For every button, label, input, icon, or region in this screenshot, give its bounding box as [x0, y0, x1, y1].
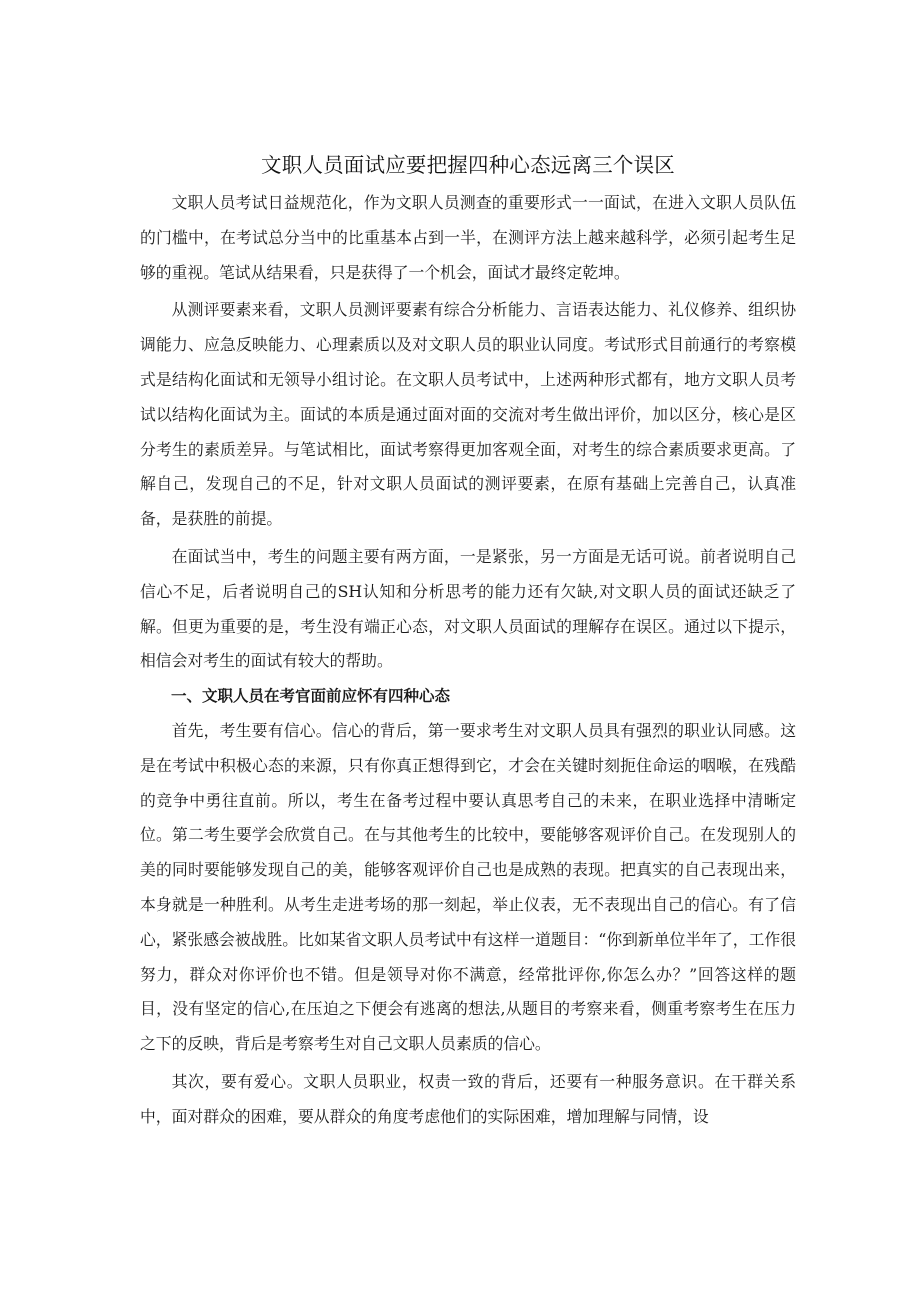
document-title: 文职人员面试应要把握四种心态远离三个误区 — [261, 153, 675, 177]
intro-paragraph-3: 在面试当中，考生的问题主要有两方面，一是紧张，另一方面是无话可说。前者说明自己信心不足，后者说明自己的SH认知和分析思考的能力还有欠缺,对文职人员的面试还缺乏了解。但更为重要的是，考生没有端正心态，对文职人员面试的理解存在误区。通过以下提示，相信会对考生的面试有较大的帮助。 — [140, 546, 796, 671]
document-body — [140, 150, 796, 1135]
section-heading: 一、文职人员在考官面前应怀有四种心态 — [171, 687, 451, 706]
intro-paragraph-1: 文职人员考试日益规范化，作为文职人员测查的重要形式一一面试，在进入文职人员队伍的门槛中，在考试总分当中的比重基本占到一半，在测评方法上越来越科学，必须引起考生足够的重视。笔试从结果看，只是获得了一个机会，面试才最终定乾坤。 — [140, 193, 796, 282]
section-paragraph-2: 其次，要有爱心。文职人员职业，权责一致的背后，还要有一种服务意识。在干群关系中，面对群众的困难，要从群众的角度考虑他们的实际困难，增加理解与同情，设 — [140, 1071, 796, 1126]
section-paragraph-1: 首先，考生要有信心。信心的背后，第一要求考生对文职人员具有强烈的职业认同感。这是在考试中积极心态的来源，只有你真正想得到它，才会在关键时刻扼住命运的咽喉，在残酷的竞争中勇往直前。所以，考生在备考过程中要认真思考自己的未来，在职业选择中清晰定位。第二考生要学会欣赏自己。在与其他考生的比较中，要能够客观评价自己。在发现别人的美的同时要能够发现自己的美，能够客观评价自己也是成熟的表现。把真实的自己表现出来，本身就是一种胜利。从考生走进考场的那一刻起，举止仪表，无不表现出自己的信心。有了信心，紧张感会被战胜。比如某省文职人员考试中有这样一道题目：“你到新单位半年了，工作很努力，群众对你评价也不错。但是领导对你不满意，经常批评你,你怎么办？”回答这样的题目，没有坚定的信心,在压迫之下便会有逃离的想法,从题目的考察来看，侧重考察考生在压力之下的反映，背后是考察考生对自己文职人员素质的信心。 — [140, 720, 796, 1054]
intro-paragraph-2: 从测评要素来看，文职人员测评要素有综合分析能力、言语表达能力、礼仪修养、组织协调能力、应急反映能力、心理素质以及对文职人员的职业认同度。考试形式目前通行的考察模式是结构化面试和无领导小组讨论。在文职人员考试中，上述两种形式都有，地方文职人员考试以结构化面试为主。面试的本质是通过面对面的交流对考生做出评价，加以区分，核心是区分考生的素质差异。与笔试相比，面试考察得更加客观全面，对考生的综合素质要求更高。了解自己，发现自己的不足，针对文职人员面试的测评要素，在原有基础上完善自己，认真准备，是获胜的前提。 — [140, 300, 796, 529]
